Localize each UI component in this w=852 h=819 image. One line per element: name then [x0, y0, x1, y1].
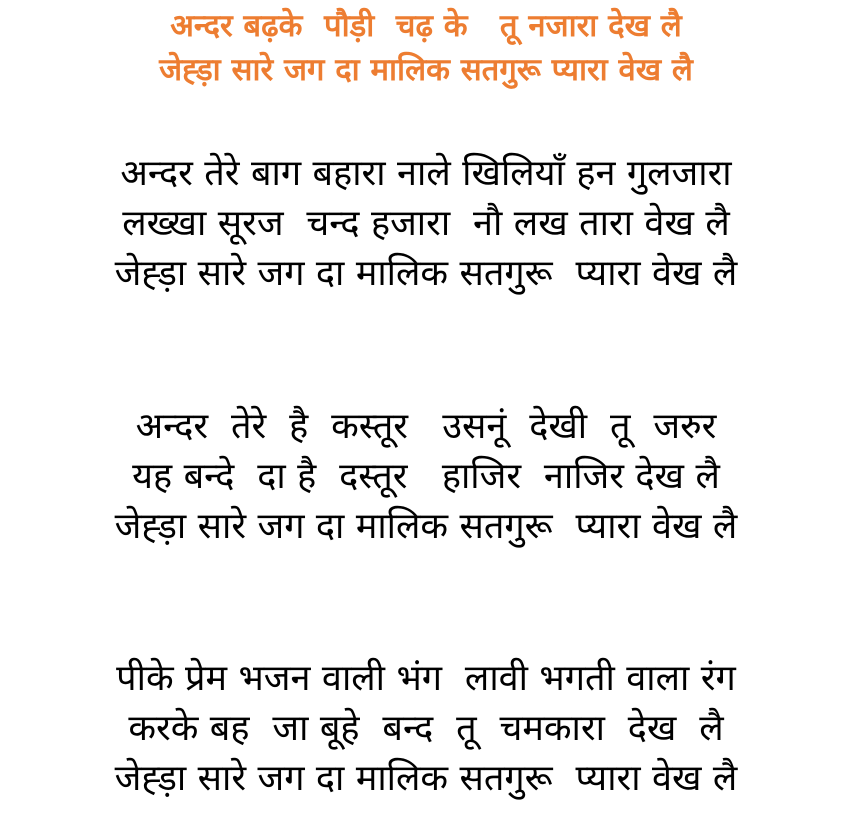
- heading-line-1: अन्दर बढ़के पौड़ी चढ़ के तू नजारा देख लै: [170, 8, 682, 44]
- verse-1-line-1: अन्दर तेरे बाग बहारा नाले खिलियाँ हन गुलजारा: [120, 153, 732, 194]
- verse-3-line-1: पीके प्रेम भजन वाली भंग लावी भगती वाला रंग: [116, 658, 736, 699]
- verse-2-refrain: जेह्ड़ा सारे जग दा मालिक सतगुरू प्यारा वेख लै: [114, 506, 738, 547]
- verse-2-line-2: यह बन्दे दा है दस्तूर हाजिर नाजिर देख लै: [132, 456, 720, 497]
- verse-3-refrain: जेह्ड़ा सारे जग दा मालिक सतगुरू प्यारा वेख लै: [114, 758, 738, 799]
- verse-1-refrain: जेह्ड़ा सारे जग दा मालिक सतगुरू प्यारा वेख लै: [114, 253, 738, 294]
- verse-1-line-2: लख्खा सूरज चन्द हजारा नौ लख तारा वेख लै: [122, 203, 730, 244]
- verse-2-line-1: अन्दर तेरे है कस्तूर उसनूं देखी तू जरुर: [135, 406, 717, 447]
- verse-3-line-2: करके बह जा बूहे बन्द तू चमकारा देख लै: [128, 708, 724, 749]
- heading-line-2: जेह्ड़ा सारे जग दा मालिक सतगुरू प्यारा वेख लै: [159, 52, 693, 88]
